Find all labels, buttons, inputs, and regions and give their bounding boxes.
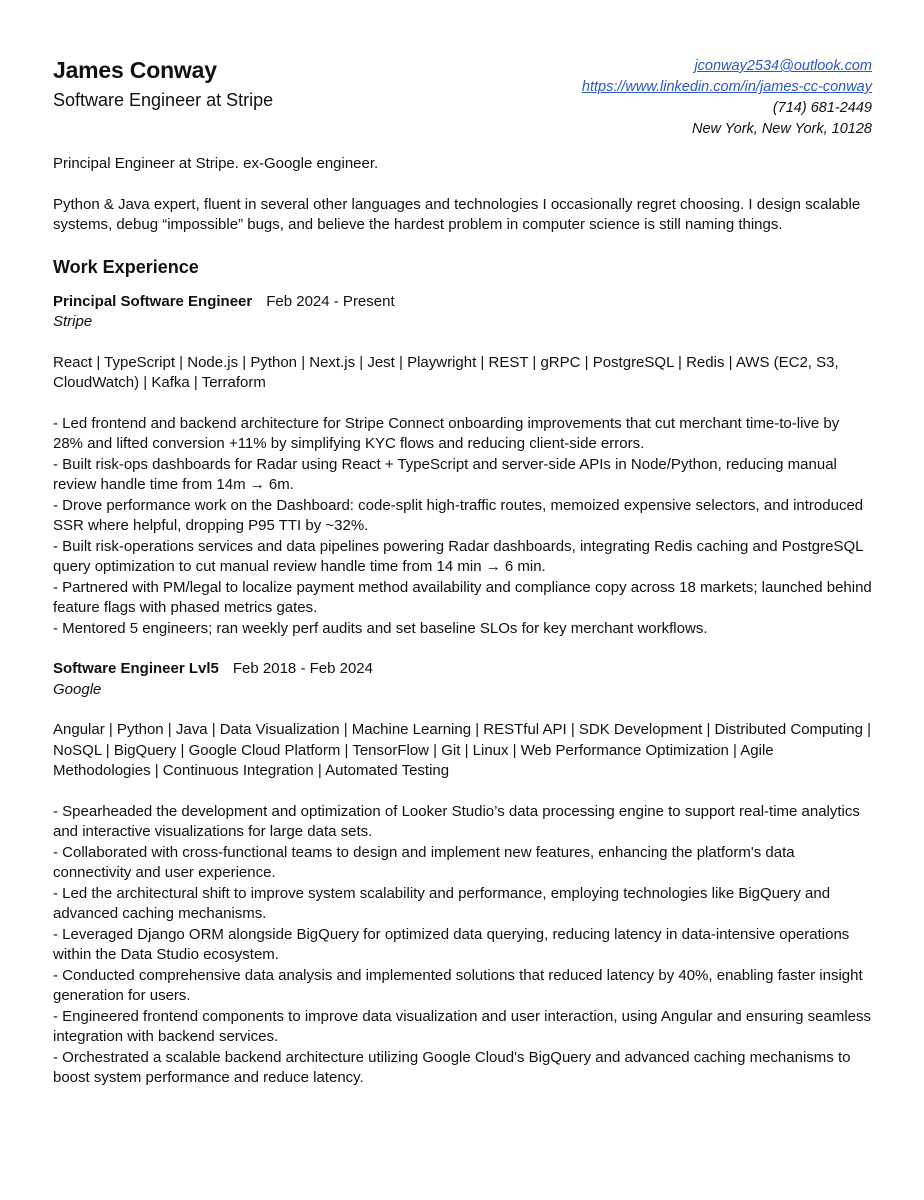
job-bullet: - Collaborated with cross-functional teams to design and implement new features, enhancing the platform's data connectivity and user experience. [53,843,795,881]
job-title: Software Engineer Lvl5 [53,660,219,677]
job-bullet: - Built risk-operations services and data pipelines powering Radar dashboards, integrating Redis caching and PostgreSQL query optimization to cut manual review handle time from 14 min → 6 min. [53,537,863,575]
job-bullet: - Built risk-ops dashboards for Radar using React + TypeScript and server-side APIs in Node/Python, reducing manual review handle time from 14m → 6m. [53,455,837,493]
job-bullet: - Drove performance work on the Dashboard: code-split high-traffic routes, memoized expensive selectors, and introduced SSR where helpful, dropping P95 TTI by ~32%. [53,496,864,534]
job-bullet: - Partnered with PM/legal to localize payment method availability and compliance copy across 18 markets; launched behind feature flags with phased metrics gates. [53,578,872,616]
job-bullet: - Engineered frontend components to improve data visualization and user interaction, using Angular and ensuring seamless integration with backend services. [53,1007,871,1045]
resume-header [53,56,872,142]
job-header [53,292,872,313]
job-title: Principal Software Engineer [53,292,253,310]
location: New York, New York, 10128 [691,121,872,137]
job-bullet: - Spearheaded the development and optimization of Looker Studio’s data processing engine to support real-time analytics and interactive visualizations for large data sets. [53,802,860,840]
job-bullet: - Conducted comprehensive data analysis and implemented solutions that reduced latency by 40%, enabling faster insight generation for users. [53,966,863,1004]
job-company: Google [53,680,102,698]
job-company: Stripe [53,313,93,330]
candidate-name: James Conway [53,57,217,83]
job-entry-google [53,659,872,1089]
job-dates: Feb 2024 - Present [266,292,395,310]
job-bullets [53,414,872,640]
email-link[interactable]: jconway2534@outlook.com [694,58,872,74]
summary-line-2: Python & Java expert, fluent in several other languages and technologies I occasionally regret choosing. I design scalable systems, debug “impossible” bugs, and believe the hardest problem in computer science is still naming things. [53,195,861,233]
job-bullet: - Orchestrated a scalable backend architecture utilizing Google Cloud's BigQuery and advanced caching mechanisms to boost system performance and reduce latency. [53,1048,851,1086]
phone-number: (714) 681-2449 [772,100,872,116]
contact-block [582,56,872,140]
section-title-work-experience: Work Experience [53,256,199,277]
job-skills: Angular | Python | Java | Data Visualization | Machine Learning | RESTful API | SDK Development | Distributed Computing | NoSQL | BigQuery | Google Cloud Platform | TensorFlow | Git | Linux | Web Performance Optimization | Agile Methodologies | Continuous Integration | Automated Testing [53,721,871,779]
job-entry-stripe [53,292,872,640]
job-bullets [53,802,872,1089]
job-skills: React | TypeScript | Node.js | Python | Next.js | Jest | Playwright | REST | gRPC | PostgreSQL | Redis | AWS (EC2, S3, CloudWatch) | Kafka | Terraform [53,353,839,391]
job-bullet: - Leveraged Django ORM alongside BigQuery for optimized data querying, reducing latency in data-intensive operations within the Data Studio ecosystem. [53,925,850,963]
summary-line-1: Principal Engineer at Stripe. ex-Google engineer. [53,155,379,172]
candidate-headline: Software Engineer at Stripe [53,90,274,110]
job-header [53,659,872,680]
job-bullet: - Mentored 5 engineers; ran weekly perf audits and set baseline SLOs for key merchant workflows. [53,619,708,637]
job-bullet: - Led frontend and backend architecture for Stripe Connect onboarding improvements that cut merchant time-to-live by 28% and lifted conversion +11% by simplifying KYC flows and reducing client-side errors. [53,414,840,452]
linkedin-link[interactable]: https://www.linkedin.com/in/james-cc-conway [581,79,872,95]
job-bullet: - Led the architectural shift to improve system scalability and performance, employing technologies like BigQuery and advanced caching mechanisms. [53,884,831,922]
summary-section [53,154,872,236]
job-dates: Feb 2018 - Feb 2024 [232,660,373,677]
